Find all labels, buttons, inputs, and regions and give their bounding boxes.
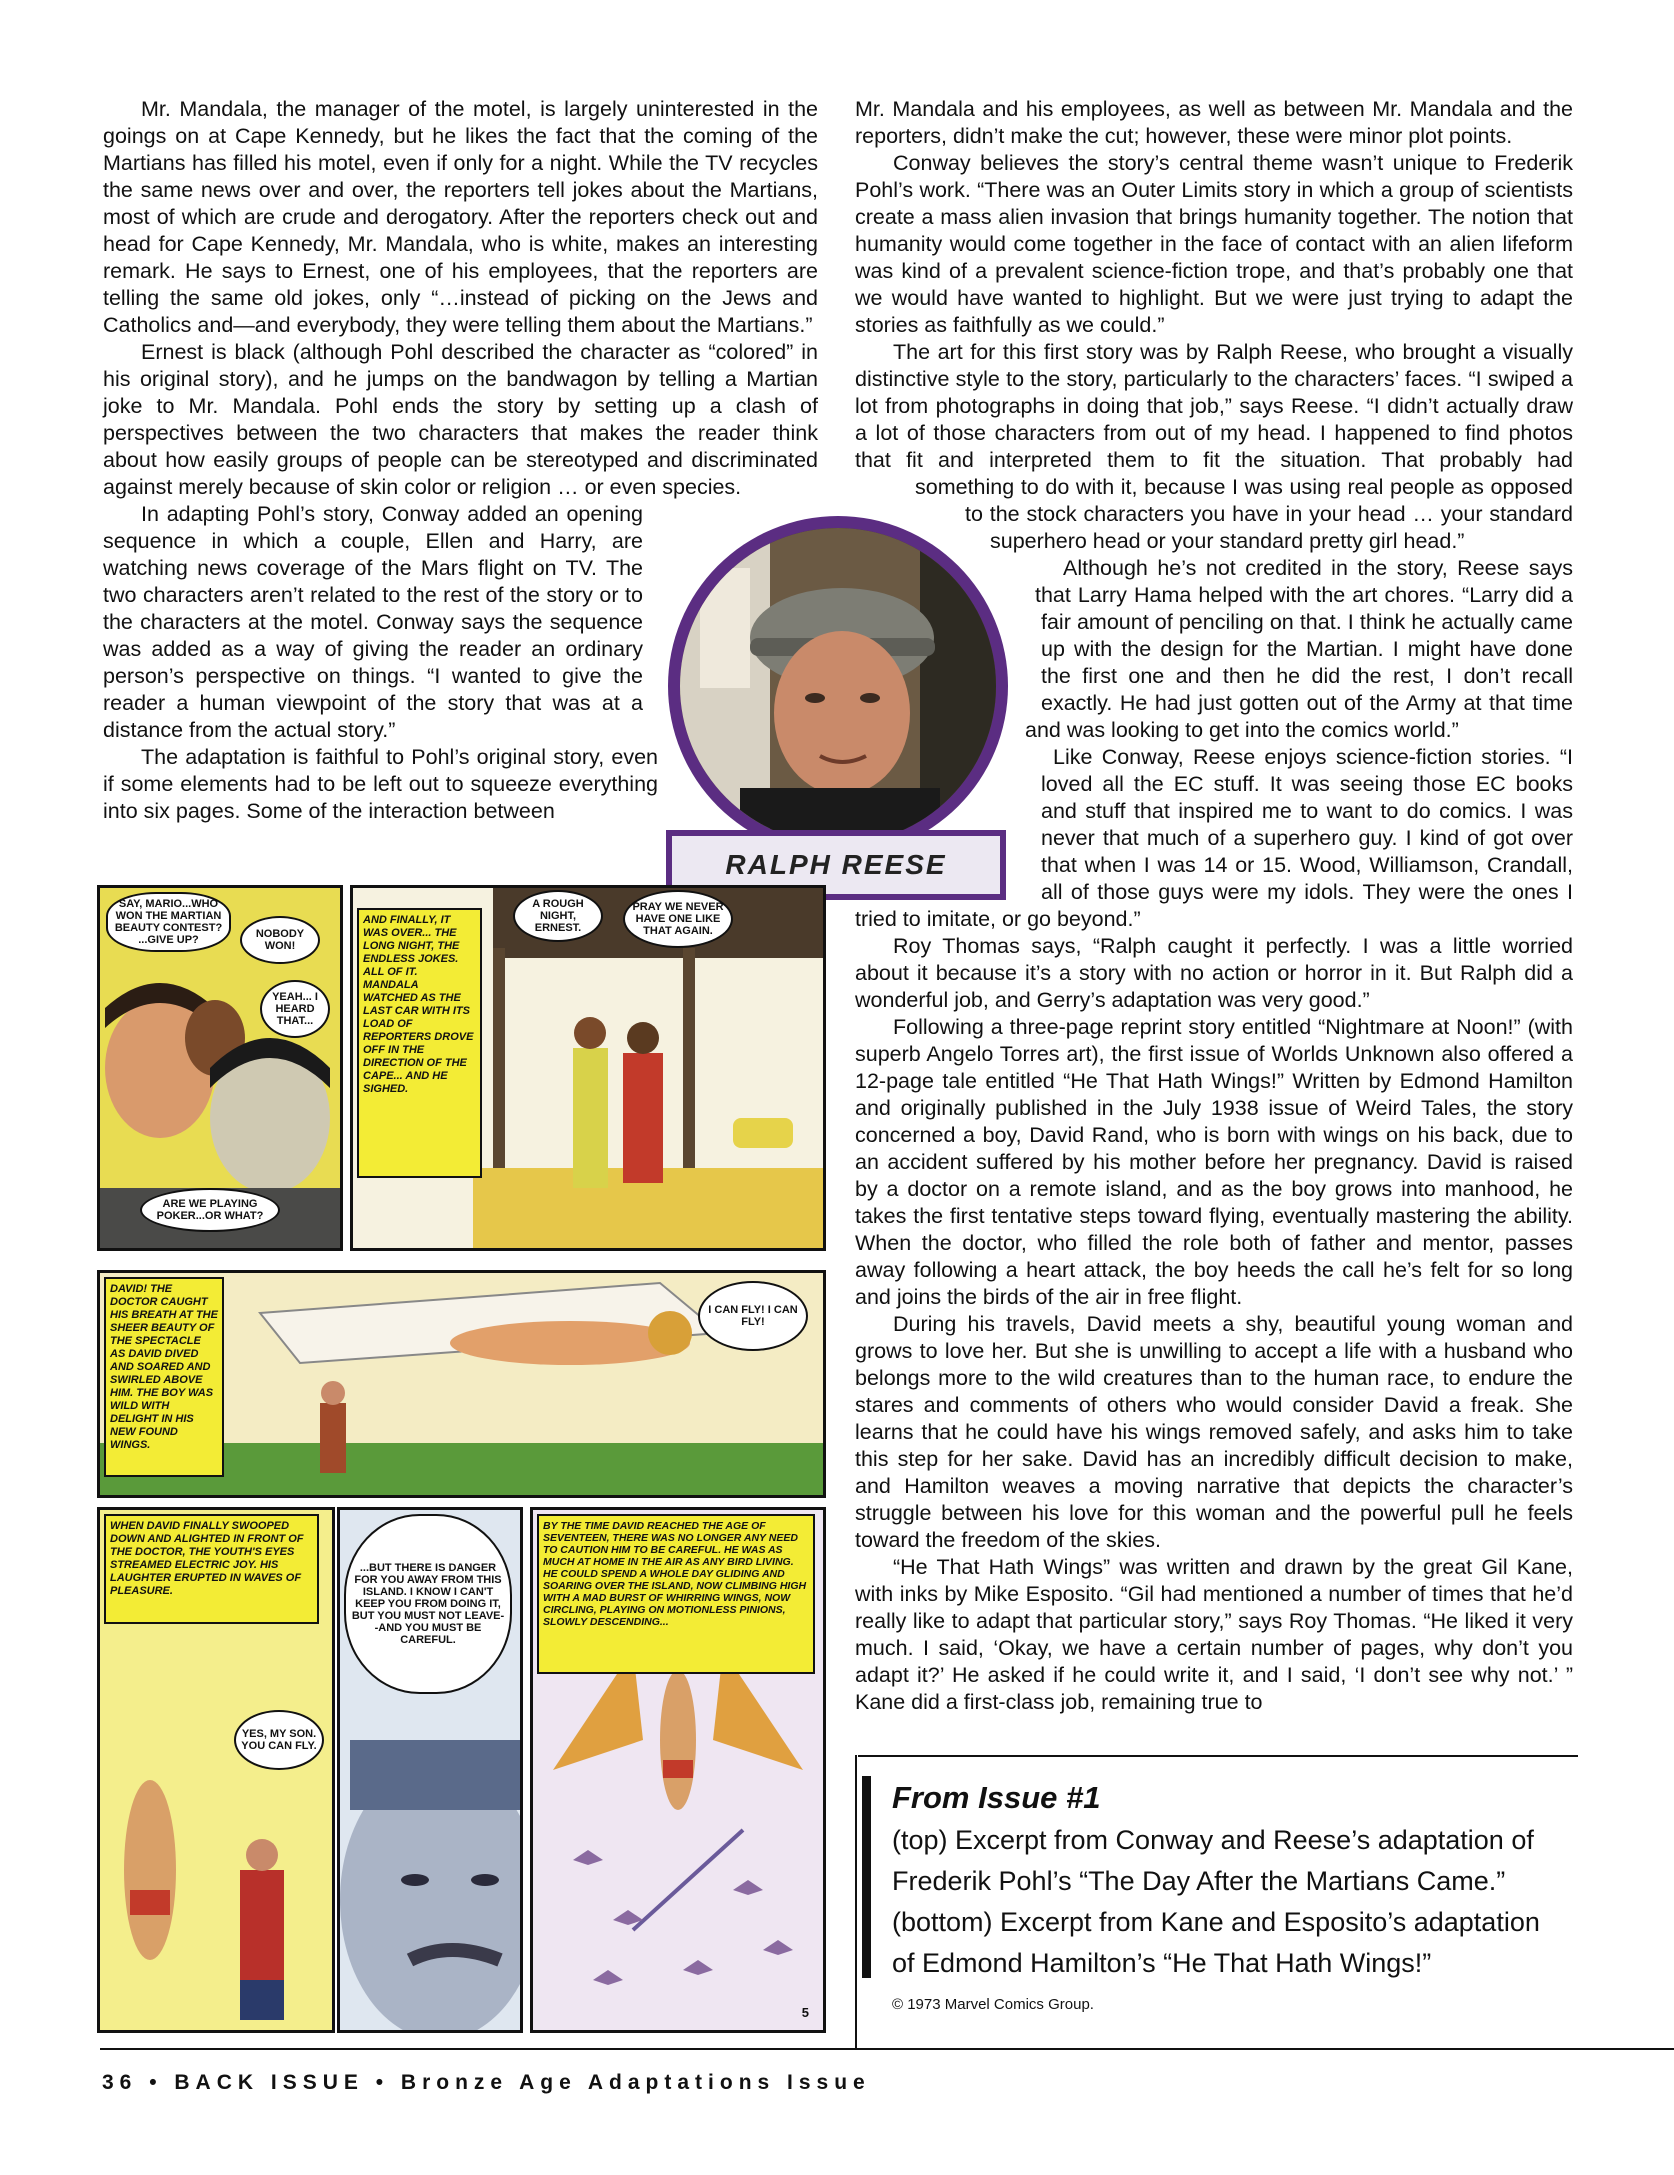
ralph-reese-photo [668,516,1008,856]
sidebar-line: (bottom) Excerpt from Kane and Esposito’s adaptation [892,1907,1540,1937]
paragraph: Ernest is black (although Pohl described the character as “colored” in his original story), and he jumps on the bandwagon by telling a Martian joke to Mr. Mandala. Pohl ends the story by setting up a clash of perspectives between the two characters that makes the reader think about how easily groups of people can be stereotyped and discriminated against merely because of skin color or religion … or even species. [103,340,818,499]
comic-panel-6 [530,1507,826,2033]
speech-bubble: ...BUT THERE IS DANGER FOR YOU AWAY FROM THIS ISLAND. I KNOW I CAN'T KEEP YOU FROM DOING IT, BUT YOU MUST NOT LEAVE--AND YOU MUST BE CAREFUL. [344,1514,512,1694]
paragraph: During his travels, David meets a shy, beautiful young woman and grows to love her. But she is unwilling to accept a life with a husband who belongs more to the wild creatures than to the human race, to endure the stares and comments of others who would consider David a freak. She learns that he could have his wings removed safely, and asks him to take this step for her sake. David has an incredibly difficult decision to make, and Hamilton weaves a moving narrative that depicts the character’s struggle between his love for this woman and the powerful pull he feels toward the freedom of the skies. [855,1312,1573,1552]
paragraph: In adapting Pohl’s story, Conway added an opening sequence in which a couple, Ellen and Harry, are watching news coverage of the Mars flight on TV. The two characters aren’t related to the rest of the story or to the characters at the motel. Conway says the sequence was added as a way of giving the reader an ordinary person’s perspective on things. “I wanted to give the reader a human viewpoint of the story that was at a distance from the actual story.” [103,502,643,742]
sidebar-left-rule [855,1755,857,2048]
comic-panel-5 [337,1507,523,2033]
speech-bubble: SAY, MARIO...WHO WON THE MARTIAN BEAUTY CONTEST? ...GIVE UP? [106,892,231,952]
sidebar-title: From Issue #1 [892,1780,1101,1815]
speech-bubble: PRAY WE NEVER HAVE ONE LIKE THAT AGAIN. [623,890,733,948]
speech-bubble: A ROUGH NIGHT, ERNEST. [513,890,603,942]
comic-panel-3 [97,1270,826,1498]
comic-page-number: 5 [801,2005,809,2020]
photo-caption: RALPH REESE [666,830,1006,900]
paragraph: Conway believes the story’s central theme wasn’t unique to Frederik Pohl’s work. “There was an Outer Limits story in which a group of scientists create a mass alien invasion that brings humanity together. The notion that humanity would come together in the face of contact with an alien lifeform was kind of a prevalent science-fiction trope, and that’s probably one that we would have wanted to highlight. But we were just trying to adapt the stories as faithfully as we could.” [855,151,1573,337]
right-column [855,96,1573,1716]
comic-panel-2 [350,885,826,1251]
sidebar-line: Frederik Pohl’s “The Day After the Martians Came.” [892,1866,1506,1896]
comic-panel-4 [97,1507,335,2033]
sidebar-line: of Edmond Hamilton’s “He That Hath Wings!” [892,1948,1432,1978]
caption-box: BY THE TIME DAVID REACHED THE AGE OF SEVENTEEN, THERE WAS NO LONGER ANY NEED TO CAUTION HIM TO BE CAREFUL. HE WAS AS MUCH AT HOME IN THE AIR AS ANY BIRD LIVING. HE COULD SPEND A WHOLE DAY GLIDING AND SOARING OVER THE ISLAND, NOW CLIMBING HIGH WITH A MAD BURST OF WHIRRING WINGS, NOW CIRCLING, PLAYING ON MOTIONLESS PINIONS, SLOWLY DESCENDING... [537,1514,815,1674]
sidebar-accent-bar [862,1776,871,1978]
paragraph: Following a three-page reprint story entitled “Nightmare at Noon!” (with superb Angelo Torres art), the first issue of Worlds Unknown also offered a 12-page tale entitled “He That Hath Wings!” Written by Edmond Hamilton and originally published in the July 1938 issue of Weird Tales, the story concerned a boy, David Rand, who is born with wings on his back, due to an accident suffered by his mother before her pregnancy. David is raised by a doctor on a remote island, and as the boy grows into manhood, he takes the first tentative steps toward flying, eventually mastering the ability. When the doctor, who filled the role both of father and mentor, passes away following a heart attack, the boy heeds the call he’s felt for so long and joins the birds of the air in free flight. [855,1015,1573,1309]
sidebar-top-rule [858,1755,1578,1757]
caption-box: WHEN DAVID FINALLY SWOOPED DOWN AND ALIGHTED IN FRONT OF THE DOCTOR, THE YOUTH'S EYES STREAMED ELECTRIC JOY. HIS LAUGHTER ERUPTED IN WAVES OF PLEASURE. [104,1514,319,1624]
paragraph: The adaptation is faithful to Pohl’s original story, even if some elements had to be left out to squeeze everything into six pages. Some of the interaction between [103,745,658,823]
footer-rule [100,2048,1674,2050]
copyright-notice: © 1973 Marvel Comics Group. [892,1996,1094,2013]
speech-bubble: ARE WE PLAYING POKER...OR WHAT? [140,1188,280,1232]
paragraph: Like Conway, Reese enjoys science-fiction stories. “I loved all the EC stuff. It was seeing those EC books and stuff that inspired me to want to do comics. I was never that much of a superhero guy. I kind of got over that when I was 14 or 15. Wood, Williamson, Crandall, all of those guys were my idols. They were the ones I tried to imitate, or go beyond.” [855,745,1573,931]
paragraph: The art for this first story was by Ralph Reese, who brought a visually distinctive style to the story, particularly to the characters’ faces. “I swiped a lot from photographs in doing that job,” says Reese. “I didn’t actually draw a lot of those characters from out of my head. I happened to find photos that fit and interpreted them to fit the situation. That probably had something to do with it, because I was using real people as opposed to the stock characters you have in your head … your standard superhero head or your standard pretty girl head.” [855,340,1573,553]
speech-bubble: NOBODY WON! [240,916,320,964]
paragraph: “He That Hath Wings” was written and drawn by the great Gil Kane, with inks by Mike Esposito. “Gil had mentioned a number of times that he’d really like to adapt that particular story,” says Roy Thomas. “He liked it very much. I said, ‘Okay, we have a certain number of pages, why don’t you adapt it?’ He asked if he could write it, and I said, ‘I don’t see why not.’ ” Kane did a first-class job, remaining true to [855,1555,1573,1714]
page-footer: 36 • BACK ISSUE • Bronze Age Adaptations Issue [102,2071,871,2094]
speech-bubble: YEAH... I HEARD THAT... [260,980,330,1038]
speech-bubble: I CAN FLY! I CAN FLY! [698,1281,808,1351]
sidebar-line: (top) Excerpt from Conway and Reese’s adaptation of [892,1825,1534,1855]
speech-bubble: YES, MY SON. YOU CAN FLY. [234,1710,324,1770]
paragraph: Roy Thomas says, “Ralph caught it perfectly. I was a little worried about it because it’s a story with no action or horror in it. But Ralph did a wonderful job, and Gerry’s adaptation was very good.” [855,934,1573,1012]
portrait-illustration [680,528,996,844]
photo-image [680,528,996,844]
image-caption-sidebar [892,1776,1572,2013]
paragraph: Mr. Mandala and his employees, as well as between Mr. Mandala and the reporters, didn’t make the cut; however, these were minor plot points. [855,97,1573,148]
caption-box: AND FINALLY, IT WAS OVER... THE LONG NIGHT, THE ENDLESS JOKES. ALL OF IT. MANDALA WATCHED AS THE LAST CAR WITH ITS LOAD OF REPORTERS DROVE OFF IN THE DIRECTION OF THE CAPE... AND HE SIGHED. [357,908,482,1178]
caption-box: DAVID! THE DOCTOR CAUGHT HIS BREATH AT THE SHEER BEAUTY OF THE SPECTACLE AS DAVID DIVED AND SOARED AND SWIRLED ABOVE HIM. THE BOY WAS WILD WITH DELIGHT IN HIS NEW FOUND WINGS. [104,1277,224,1477]
comic-panel-1 [97,885,343,1251]
paragraph: Mr. Mandala, the manager of the motel, is largely uninterested in the goings on at Cape Kennedy, but he likes the fact that the coming of the Martians has filled his motel, even if only for a night. While the TV recycles the same news over and over, the reporters tell jokes about the Martians, most of which are crude and derogatory. After the reporters check out and head for Cape Kennedy, Mr. Mandala, who is white, makes an interesting remark. He says to Ernest, one of his employees, that the reporters are telling the same old jokes, only “…instead of picking on the Jews and Catholics and—and everybody, they were telling them about the Martians.” [103,97,818,337]
paragraph: Although he’s not credited in the story, Reese says that Larry Hama helped with the art chores. “Larry did a fair amount of penciling on that. I think he actually came up with the design for the Martian. I might have done the first one and then he did the rest, I don’t recall exactly. He had just gotten out of the Army at that time and was looking to get into the comics world.” [1025,556,1573,742]
